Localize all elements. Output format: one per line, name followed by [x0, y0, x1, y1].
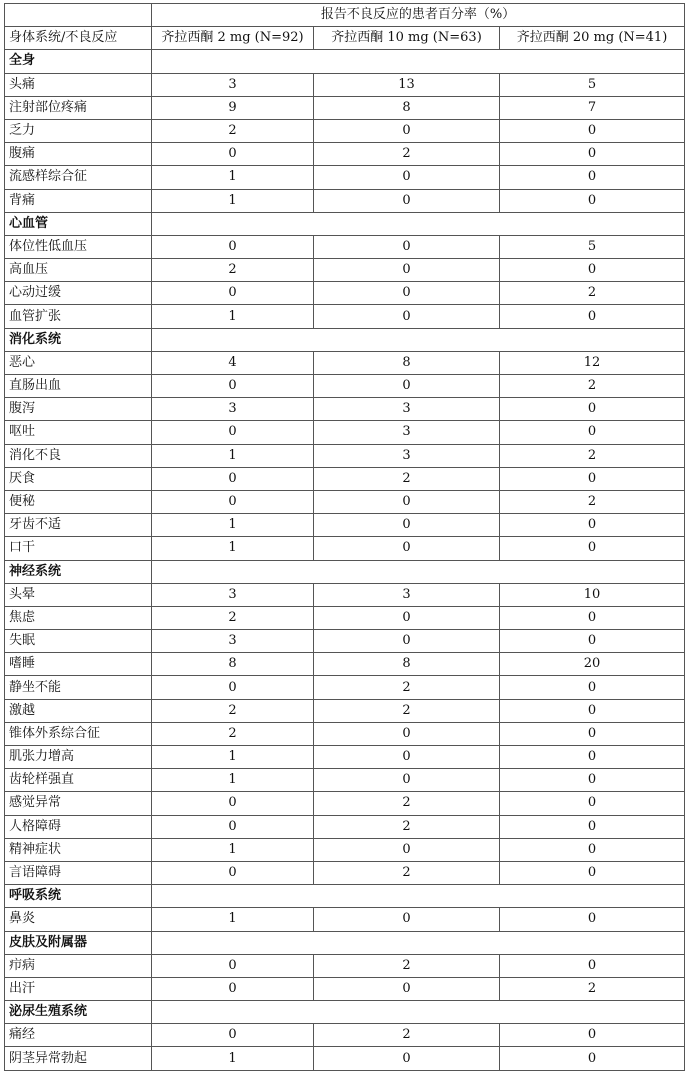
value-10mg: 0: [314, 606, 500, 629]
value-10mg: 0: [314, 630, 500, 653]
value-20mg: 5: [500, 235, 685, 258]
section-empty-cell: [152, 885, 685, 908]
value-10mg: 0: [314, 490, 500, 513]
value-2mg: 3: [152, 583, 314, 606]
value-20mg: 0: [500, 606, 685, 629]
table-row: [5, 282, 685, 305]
value-10mg: 0: [314, 769, 500, 792]
value-10mg: 3: [314, 421, 500, 444]
table-row: [5, 815, 685, 838]
value-2mg: 2: [152, 259, 314, 282]
value-10mg: 3: [314, 583, 500, 606]
reaction-label: 嗜睡: [5, 653, 152, 676]
value-2mg: 0: [152, 375, 314, 398]
value-20mg: 0: [500, 792, 685, 815]
reaction-label: 体位性低血压: [5, 235, 152, 258]
value-20mg: 0: [500, 421, 685, 444]
value-10mg: 2: [314, 676, 500, 699]
value-2mg: 1: [152, 305, 314, 328]
table-row: [5, 96, 685, 119]
reaction-label: 头晕: [5, 583, 152, 606]
value-10mg: 0: [314, 977, 500, 1000]
section-row: [5, 328, 685, 351]
reaction-label: 齿轮样强直: [5, 769, 152, 792]
table-row: [5, 305, 685, 328]
section-row: [5, 1001, 685, 1024]
value-10mg: 0: [314, 1047, 500, 1070]
value-2mg: 0: [152, 954, 314, 977]
value-2mg: 3: [152, 630, 314, 653]
reaction-label: 焦虑: [5, 606, 152, 629]
value-20mg: 0: [500, 119, 685, 142]
value-20mg: 0: [500, 305, 685, 328]
value-2mg: 1: [152, 746, 314, 769]
value-10mg: 0: [314, 166, 500, 189]
value-10mg: 2: [314, 467, 500, 490]
value-2mg: 3: [152, 398, 314, 421]
reaction-label: 高血压: [5, 259, 152, 282]
section-title: 皮肤及附属器: [5, 931, 152, 954]
value-10mg: 8: [314, 96, 500, 119]
table-row: [5, 1047, 685, 1070]
table-row: [5, 351, 685, 374]
value-10mg: 3: [314, 398, 500, 421]
value-20mg: 2: [500, 977, 685, 1000]
section-row: [5, 212, 685, 235]
section-title: 神经系统: [5, 560, 152, 583]
value-20mg: 0: [500, 722, 685, 745]
section-empty-cell: [152, 931, 685, 954]
value-2mg: 0: [152, 467, 314, 490]
reaction-label: 精神症状: [5, 838, 152, 861]
section-empty-cell: [152, 50, 685, 73]
reaction-label: 痛经: [5, 1024, 152, 1047]
reaction-label: 疖病: [5, 954, 152, 977]
table-row: [5, 421, 685, 444]
reaction-label: 言语障碍: [5, 861, 152, 884]
value-20mg: 7: [500, 96, 685, 119]
table-row: [5, 398, 685, 421]
value-2mg: 1: [152, 838, 314, 861]
table-row: [5, 444, 685, 467]
table-body: [5, 50, 685, 1070]
header-main-title: 报告不良反应的患者百分率（%）: [152, 4, 685, 27]
table-row: [5, 1024, 685, 1047]
value-20mg: 0: [500, 746, 685, 769]
table-row: [5, 722, 685, 745]
value-2mg: 2: [152, 722, 314, 745]
reaction-label: 感觉异常: [5, 792, 152, 815]
value-2mg: 0: [152, 977, 314, 1000]
value-10mg: 0: [314, 259, 500, 282]
adverse-reaction-table-container: [4, 3, 685, 1071]
value-2mg: 8: [152, 653, 314, 676]
section-row: [5, 560, 685, 583]
value-2mg: 0: [152, 792, 314, 815]
section-row: [5, 885, 685, 908]
section-title: 消化系统: [5, 328, 152, 351]
table-row: [5, 838, 685, 861]
value-20mg: 5: [500, 73, 685, 96]
value-20mg: 0: [500, 630, 685, 653]
section-title: 呼吸系统: [5, 885, 152, 908]
table-row: [5, 259, 685, 282]
section-empty-cell: [152, 328, 685, 351]
value-10mg: 0: [314, 305, 500, 328]
reaction-label: 恶心: [5, 351, 152, 374]
table-row: [5, 514, 685, 537]
reaction-label: 呕吐: [5, 421, 152, 444]
adverse-reaction-table: [4, 3, 685, 1071]
reaction-label: 鼻炎: [5, 908, 152, 931]
value-20mg: 0: [500, 166, 685, 189]
reaction-label: 直肠出血: [5, 375, 152, 398]
section-row: [5, 931, 685, 954]
section-empty-cell: [152, 560, 685, 583]
value-20mg: 0: [500, 1047, 685, 1070]
reaction-label: 肌张力增高: [5, 746, 152, 769]
value-20mg: 0: [500, 259, 685, 282]
value-2mg: 4: [152, 351, 314, 374]
header-col-2mg: 齐拉西酮 2 mg (N=92): [152, 27, 314, 50]
table-row: [5, 977, 685, 1000]
value-20mg: 0: [500, 769, 685, 792]
section-title: 全身: [5, 50, 152, 73]
table-row: [5, 699, 685, 722]
value-20mg: 0: [500, 676, 685, 699]
section-empty-cell: [152, 1001, 685, 1024]
value-20mg: 20: [500, 653, 685, 676]
value-2mg: 1: [152, 908, 314, 931]
reaction-label: 锥体外系综合征: [5, 722, 152, 745]
table-row: [5, 606, 685, 629]
table-row: [5, 583, 685, 606]
value-10mg: 0: [314, 746, 500, 769]
header-row-label: 身体系统/不良反应: [5, 27, 152, 50]
value-2mg: 1: [152, 537, 314, 560]
header-col-10mg: 齐拉西酮 10 mg (N=63): [314, 27, 500, 50]
value-10mg: 2: [314, 861, 500, 884]
table-row: [5, 630, 685, 653]
value-20mg: 2: [500, 282, 685, 305]
value-2mg: 1: [152, 189, 314, 212]
value-10mg: 0: [314, 722, 500, 745]
value-2mg: 2: [152, 699, 314, 722]
value-2mg: 1: [152, 166, 314, 189]
header-col-20mg: 齐拉西酮 20 mg (N=41): [500, 27, 685, 50]
value-2mg: 0: [152, 676, 314, 699]
value-20mg: 12: [500, 351, 685, 374]
table-row: [5, 73, 685, 96]
table-row: [5, 908, 685, 931]
value-2mg: 1: [152, 769, 314, 792]
value-10mg: 0: [314, 189, 500, 212]
reaction-label: 便秘: [5, 490, 152, 513]
reaction-label: 头痛: [5, 73, 152, 96]
table-row: [5, 769, 685, 792]
value-2mg: 0: [152, 143, 314, 166]
value-20mg: 0: [500, 861, 685, 884]
reaction-label: 阴茎异常勃起: [5, 1047, 152, 1070]
reaction-label: 牙齿不适: [5, 514, 152, 537]
value-10mg: 2: [314, 143, 500, 166]
value-2mg: 0: [152, 235, 314, 258]
value-2mg: 2: [152, 119, 314, 142]
value-10mg: 13: [314, 73, 500, 96]
value-10mg: 0: [314, 282, 500, 305]
reaction-label: 流感样综合征: [5, 166, 152, 189]
reaction-label: 血管扩张: [5, 305, 152, 328]
value-20mg: 0: [500, 537, 685, 560]
value-2mg: 0: [152, 421, 314, 444]
table-row: [5, 166, 685, 189]
value-20mg: 0: [500, 189, 685, 212]
reaction-label: 人格障碍: [5, 815, 152, 838]
header-row-top: [5, 4, 685, 27]
reaction-label: 注射部位疼痛: [5, 96, 152, 119]
value-20mg: 10: [500, 583, 685, 606]
value-10mg: 0: [314, 514, 500, 537]
table-row: [5, 189, 685, 212]
reaction-label: 乏力: [5, 119, 152, 142]
header-empty-cell: [5, 4, 152, 27]
table-row: [5, 375, 685, 398]
reaction-label: 静坐不能: [5, 676, 152, 699]
reaction-label: 心动过缓: [5, 282, 152, 305]
table-row: [5, 490, 685, 513]
reaction-label: 出汗: [5, 977, 152, 1000]
value-2mg: 2: [152, 606, 314, 629]
reaction-label: 腹泻: [5, 398, 152, 421]
section-row: [5, 50, 685, 73]
value-2mg: 0: [152, 282, 314, 305]
value-10mg: 0: [314, 119, 500, 142]
header-row-columns: [5, 27, 685, 50]
reaction-label: 消化不良: [5, 444, 152, 467]
reaction-label: 背痛: [5, 189, 152, 212]
value-2mg: 1: [152, 1047, 314, 1070]
value-10mg: 0: [314, 908, 500, 931]
value-10mg: 2: [314, 792, 500, 815]
value-20mg: 0: [500, 838, 685, 861]
value-20mg: 0: [500, 398, 685, 421]
value-20mg: 0: [500, 143, 685, 166]
value-10mg: 2: [314, 954, 500, 977]
value-10mg: 0: [314, 235, 500, 258]
value-10mg: 2: [314, 699, 500, 722]
table-row: [5, 119, 685, 142]
reaction-label: 失眠: [5, 630, 152, 653]
section-title: 泌尿生殖系统: [5, 1001, 152, 1024]
value-10mg: 8: [314, 351, 500, 374]
value-2mg: 0: [152, 815, 314, 838]
value-10mg: 2: [314, 815, 500, 838]
reaction-label: 厌食: [5, 467, 152, 490]
value-2mg: 0: [152, 490, 314, 513]
table-row: [5, 746, 685, 769]
reaction-label: 激越: [5, 699, 152, 722]
value-20mg: 0: [500, 1024, 685, 1047]
table-row: [5, 653, 685, 676]
value-2mg: 3: [152, 73, 314, 96]
table-row: [5, 676, 685, 699]
value-20mg: 2: [500, 444, 685, 467]
value-10mg: 0: [314, 375, 500, 398]
table-row: [5, 792, 685, 815]
value-20mg: 0: [500, 467, 685, 490]
value-2mg: 0: [152, 861, 314, 884]
value-10mg: 0: [314, 838, 500, 861]
table-row: [5, 467, 685, 490]
value-10mg: 8: [314, 653, 500, 676]
value-20mg: 0: [500, 908, 685, 931]
value-2mg: 0: [152, 1024, 314, 1047]
value-20mg: 0: [500, 954, 685, 977]
value-2mg: 9: [152, 96, 314, 119]
value-20mg: 2: [500, 375, 685, 398]
table-row: [5, 954, 685, 977]
value-20mg: 0: [500, 815, 685, 838]
value-2mg: 1: [152, 444, 314, 467]
value-20mg: 0: [500, 699, 685, 722]
table-row: [5, 861, 685, 884]
reaction-label: 腹痛: [5, 143, 152, 166]
value-10mg: 2: [314, 1024, 500, 1047]
value-10mg: 0: [314, 537, 500, 560]
value-2mg: 1: [152, 514, 314, 537]
value-20mg: 0: [500, 514, 685, 537]
table-row: [5, 235, 685, 258]
value-20mg: 2: [500, 490, 685, 513]
section-title: 心血管: [5, 212, 152, 235]
value-10mg: 3: [314, 444, 500, 467]
section-empty-cell: [152, 212, 685, 235]
table-row: [5, 143, 685, 166]
reaction-label: 口干: [5, 537, 152, 560]
table-row: [5, 537, 685, 560]
